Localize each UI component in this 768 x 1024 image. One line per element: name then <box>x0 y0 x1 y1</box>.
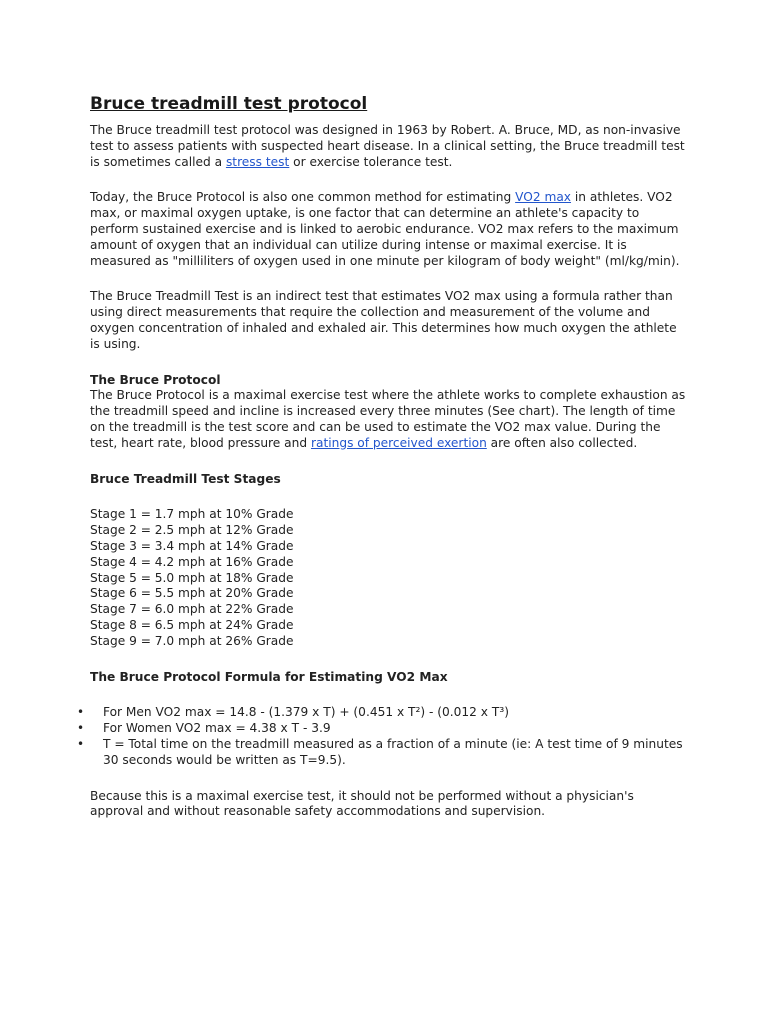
intro-text-start: The Bruce treadmill test protocol was designed in 1963 by Robert. A. Bruce, MD, as non-invasive test to assess patients with suspected heart disease. In a clinical setting, the Bruce treadmill test is sometimes called a <box>90 123 685 169</box>
stages-heading: Bruce Treadmill Test Stages <box>90 471 281 486</box>
formula-list <box>90 705 690 768</box>
stage-item: Stage 3 = 3.4 mph at 14% Grade <box>90 538 294 553</box>
formula-item-time-definition: • T = Total time on the treadmill measured as a fraction of a minute (ie: A test time of 9 minutes 30 seconds would be written as T=9.5). <box>90 737 690 769</box>
vo2-paragraph <box>90 190 690 269</box>
indirect-test-paragraph: The Bruce Treadmill Test is an indirect test that estimates VO2 max using a formula rather than using direct measurements that require the collection and measurement of the volume and oxygen concentration of inhaled and exhaled air. This determines how much oxygen the athlete is using. <box>90 289 677 351</box>
stage-item: Stage 7 = 6.0 mph at 22% Grade <box>90 602 294 617</box>
bruce-protocol-heading: The Bruce Protocol <box>90 372 221 387</box>
article-body <box>90 92 690 820</box>
formula-item-men: • For Men VO2 max = 14.8 - (1.379 x T) + (0.451 x T²) - (0.012 x T³) <box>90 705 690 721</box>
stage-item: Stage 2 = 2.5 mph at 12% Grade <box>90 523 294 538</box>
stress-test-link[interactable]: stress test <box>225 154 290 169</box>
stage-item: Stage 4 = 4.2 mph at 16% Grade <box>90 554 294 569</box>
stages-list <box>90 507 690 649</box>
protocol-text-end: are often also collected. <box>486 435 638 450</box>
stage-item: Stage 9 = 7.0 mph at 26% Grade <box>90 633 294 648</box>
formula-item-women: • For Women VO2 max = 4.38 x T - 3.9 <box>90 721 690 737</box>
page-title: Bruce treadmill test protocol <box>90 94 368 114</box>
safety-warning-paragraph: Because this is a maximal exercise test, it should not be performed without a physician's approval and without reasonable safety accommodations and supervision. <box>90 788 634 819</box>
stage-item: Stage 6 = 5.5 mph at 20% Grade <box>90 586 294 601</box>
intro-text-end: or exercise tolerance test. <box>289 154 453 169</box>
stage-item: Stage 5 = 5.0 mph at 18% Grade <box>90 570 294 585</box>
stage-item: Stage 8 = 6.5 mph at 24% Grade <box>90 617 294 632</box>
bruce-protocol-paragraph <box>90 388 690 451</box>
formula-heading: The Bruce Protocol Formula for Estimating VO2 Max <box>90 669 448 684</box>
vo2-max-link[interactable]: VO2 max <box>515 190 572 205</box>
perceived-exertion-link[interactable]: ratings of perceived exertion <box>310 435 487 450</box>
intro-paragraph <box>90 123 690 170</box>
stage-item: Stage 1 = 1.7 mph at 10% Grade <box>90 507 294 522</box>
protocol-text-start: The Bruce Protocol is a maximal exercise test where the athlete works to complete exhaustion as the treadmill speed and incline is increased every three minutes (See chart). The length of time on the treadmill is the test score and can be used to estimate the VO2 max value. During the test, heart rate, blood pressure and <box>90 388 686 450</box>
vo2-text-end: in athletes. VO2 max, or maximal oxygen uptake, is one factor that can determine an athlete's capacity to perform sustained exercise and is linked to aerobic endurance. VO2 max refers to the maximum amount of oxygen that an individual can utilize during intense or maximal exercise. It is measured as "milliliters of oxygen used in one minute per kilogram of body weight" (ml/kg/min). <box>90 190 680 268</box>
vo2-text-start: Today, the Bruce Protocol is also one common method for estimating <box>90 190 516 205</box>
